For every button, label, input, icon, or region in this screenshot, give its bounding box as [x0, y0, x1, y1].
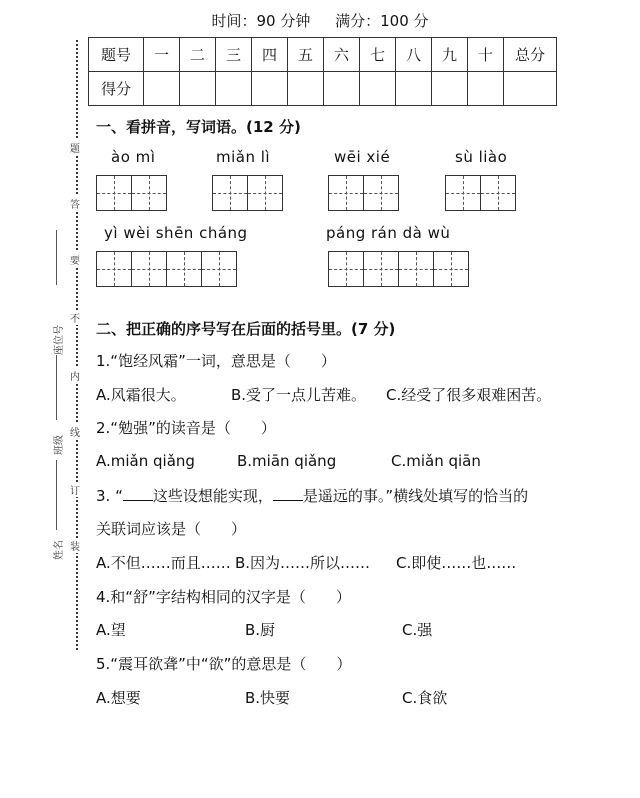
margin-char: 要: [70, 252, 80, 267]
character-grid[interactable]: [96, 251, 237, 287]
question-3-stem-part: 是遥远的事。”横线处填写的恰当的: [302, 487, 529, 505]
character-grid[interactable]: [328, 175, 399, 211]
writing-cell[interactable]: [398, 251, 434, 287]
character-grid[interactable]: [445, 175, 516, 211]
section-1-title: 一、看拼音，写词语。(12 分): [96, 118, 301, 136]
score-table: [88, 37, 557, 106]
class-label: 班级: [54, 435, 65, 455]
character-grid[interactable]: [212, 175, 283, 211]
table-cell: 十: [468, 38, 504, 72]
pinyin-label: miǎn lì: [216, 148, 271, 166]
question-3-option-a: A.不但……而且……: [96, 554, 231, 572]
pinyin-label: ào mì: [111, 148, 156, 166]
margin-char: 装: [70, 538, 80, 553]
question-3-stem-part: 这些设想能实现，: [152, 487, 273, 505]
table-cell: 题号: [89, 38, 144, 72]
writing-cell[interactable]: [433, 251, 469, 287]
full-score-info: 满分：100 分: [335, 12, 429, 30]
character-grid[interactable]: [96, 175, 167, 211]
writing-cell[interactable]: [445, 175, 481, 211]
pinyin-label: páng rán dà wù: [326, 224, 451, 242]
table-cell: 得分: [89, 72, 144, 106]
score-input-cell[interactable]: [324, 72, 360, 106]
question-1-option-b: B.受了一点儿苦难。: [231, 386, 367, 404]
score-input-cell[interactable]: [252, 72, 288, 106]
question-2-option-c: C.miǎn qiān: [391, 452, 481, 470]
table-cell: 九: [432, 38, 468, 72]
seat-number-line[interactable]: [56, 230, 57, 285]
writing-cell[interactable]: [212, 175, 248, 211]
table-cell: 八: [396, 38, 432, 72]
question-5-option-b: B.快要: [245, 689, 291, 707]
writing-cell[interactable]: [363, 251, 399, 287]
table-cell: 二: [180, 38, 216, 72]
fill-blank[interactable]: [123, 486, 153, 501]
class-line[interactable]: [56, 355, 57, 420]
margin-char: 题: [70, 140, 80, 155]
margin-char: 线: [70, 424, 80, 439]
binding-dotted-line: [76, 40, 78, 650]
writing-cell[interactable]: [131, 175, 167, 211]
writing-cell[interactable]: [328, 251, 364, 287]
question-1-stem: 1.“饱经风霜”一词，意思是（ ）: [96, 352, 336, 370]
time-info: 时间：90 分钟: [211, 12, 311, 30]
writing-cell[interactable]: [247, 175, 283, 211]
pinyin-label: yì wèi shēn cháng: [104, 224, 248, 242]
question-4-stem: 4.和“舒”字结构相同的汉字是（ ）: [96, 588, 351, 606]
table-row-score: [89, 72, 557, 106]
score-input-cell[interactable]: [432, 72, 468, 106]
fill-blank[interactable]: [273, 486, 303, 501]
score-input-cell[interactable]: [504, 72, 557, 106]
exam-header: [0, 10, 640, 31]
table-cell: 七: [360, 38, 396, 72]
question-2-stem: 2.“勉强”的读音是（ ）: [96, 419, 276, 437]
question-2-option-b: B.miān qiǎng: [237, 452, 337, 470]
writing-cell[interactable]: [166, 251, 202, 287]
table-cell: 五: [288, 38, 324, 72]
table-cell: 六: [324, 38, 360, 72]
question-4-option-b: B.厨: [245, 621, 276, 639]
score-input-cell[interactable]: [396, 72, 432, 106]
question-5-stem: 5.“震耳欲聋”中“欲”的意思是（ ）: [96, 655, 352, 673]
pinyin-label: sù liào: [455, 148, 508, 166]
margin-char: 内: [70, 368, 80, 383]
question-3-stem-line2: 关联词应该是（ ）: [96, 520, 247, 538]
score-input-cell[interactable]: [216, 72, 252, 106]
table-cell: 三: [216, 38, 252, 72]
question-4-option-c: C.强: [402, 621, 433, 639]
writing-cell[interactable]: [96, 175, 132, 211]
margin-char: 不: [70, 310, 80, 325]
question-2-option-a: A.miǎn qiǎng: [96, 452, 195, 470]
question-3-stem-part: 3. “: [96, 487, 123, 505]
question-1-option-c: C.经受了很多艰难困苦。: [386, 386, 552, 404]
name-line[interactable]: [56, 460, 57, 530]
name-label: 姓名: [54, 540, 65, 560]
question-3-stem: [96, 485, 528, 506]
writing-cell[interactable]: [96, 251, 132, 287]
pinyin-label: wēi xié: [334, 148, 391, 166]
table-cell: 一: [144, 38, 180, 72]
question-1-option-a: A.风霜很大。: [96, 386, 186, 404]
question-3-option-c: C.即使……也……: [396, 554, 517, 572]
character-grid[interactable]: [328, 251, 469, 287]
seat-number-label: 座位号: [54, 325, 65, 355]
question-4-option-a: A.望: [96, 621, 126, 639]
question-3-option-b: B.因为……所以……: [235, 554, 371, 572]
writing-cell[interactable]: [131, 251, 167, 287]
writing-cell[interactable]: [363, 175, 399, 211]
question-5-option-a: A.想要: [96, 689, 141, 707]
score-input-cell[interactable]: [144, 72, 180, 106]
margin-char: 答: [70, 196, 80, 211]
score-input-cell[interactable]: [180, 72, 216, 106]
table-cell: 总分: [504, 38, 557, 72]
score-input-cell[interactable]: [288, 72, 324, 106]
section-2-title: 二、把正确的序号写在后面的括号里。(7 分): [96, 320, 396, 338]
margin-char: 订: [70, 482, 80, 497]
table-row-header: [89, 38, 557, 72]
writing-cell[interactable]: [480, 175, 516, 211]
question-5-option-c: C.食欲: [402, 689, 448, 707]
score-input-cell[interactable]: [360, 72, 396, 106]
table-cell: 四: [252, 38, 288, 72]
score-input-cell[interactable]: [468, 72, 504, 106]
writing-cell[interactable]: [328, 175, 364, 211]
writing-cell[interactable]: [201, 251, 237, 287]
